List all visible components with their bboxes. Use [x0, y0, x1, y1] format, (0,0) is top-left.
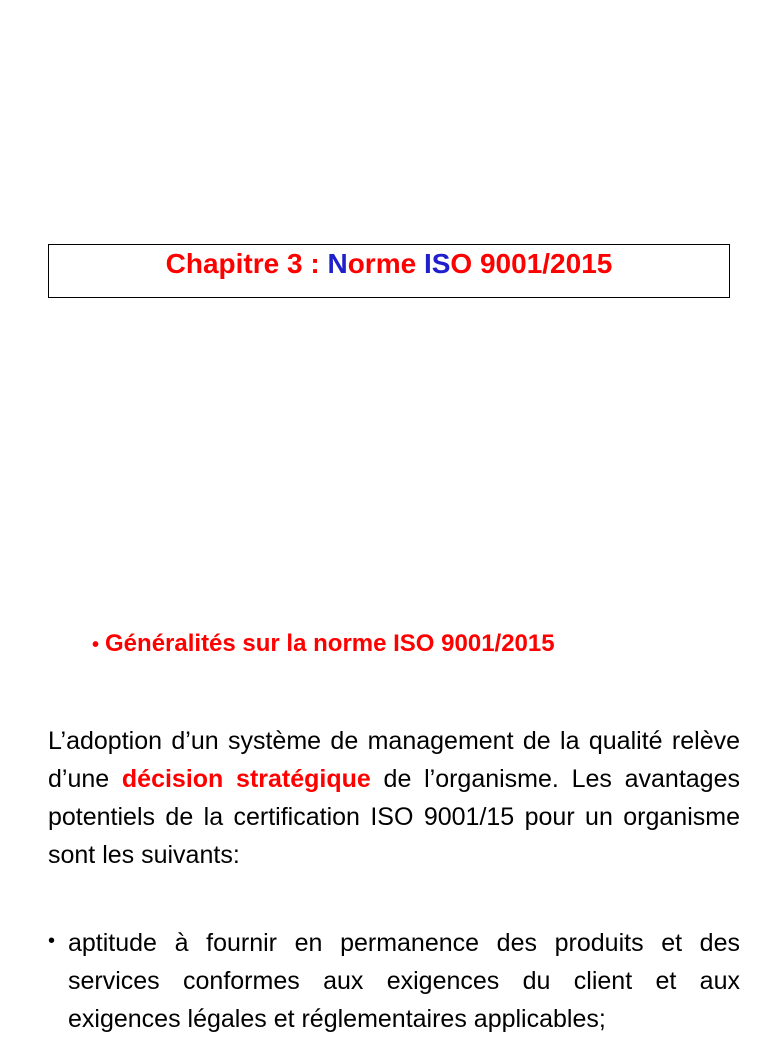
chapter-title-box	[48, 244, 730, 298]
list-item	[48, 924, 740, 1038]
intro-paragraph	[48, 722, 740, 874]
bullet-icon: •	[48, 930, 56, 952]
title-iso-initial: IS	[423, 248, 451, 279]
paragraph-text-after: de l’organisme. Les avantages potentiels de la certification ISO 9001/15 pour un organisme sont les suivants:	[48, 765, 740, 869]
section-heading	[92, 628, 555, 661]
section-heading-text: Généralités sur la norme ISO 9001/2015	[105, 630, 555, 657]
title-chapter-label: Chapitre 3 :	[165, 248, 328, 279]
benefits-list	[48, 924, 740, 1038]
chapter-title	[166, 247, 613, 281]
title-iso-rest: O	[450, 248, 473, 279]
title-norme-rest: orme	[347, 248, 424, 279]
title-norme-initial: N	[327, 248, 348, 279]
section-bullet-icon: •	[92, 634, 100, 656]
paragraph-emphasis: décision stratégique	[121, 765, 371, 793]
list-item-text: aptitude à fournir en permanence des produits et des services conformes aux exigences du client et aux exigences légales et réglementaires applicables;	[68, 929, 740, 1033]
paragraph-text-before: L’adoption d’un système de management de la qualité relève d’une	[48, 727, 740, 793]
title-year: 9001/2015	[472, 248, 613, 279]
